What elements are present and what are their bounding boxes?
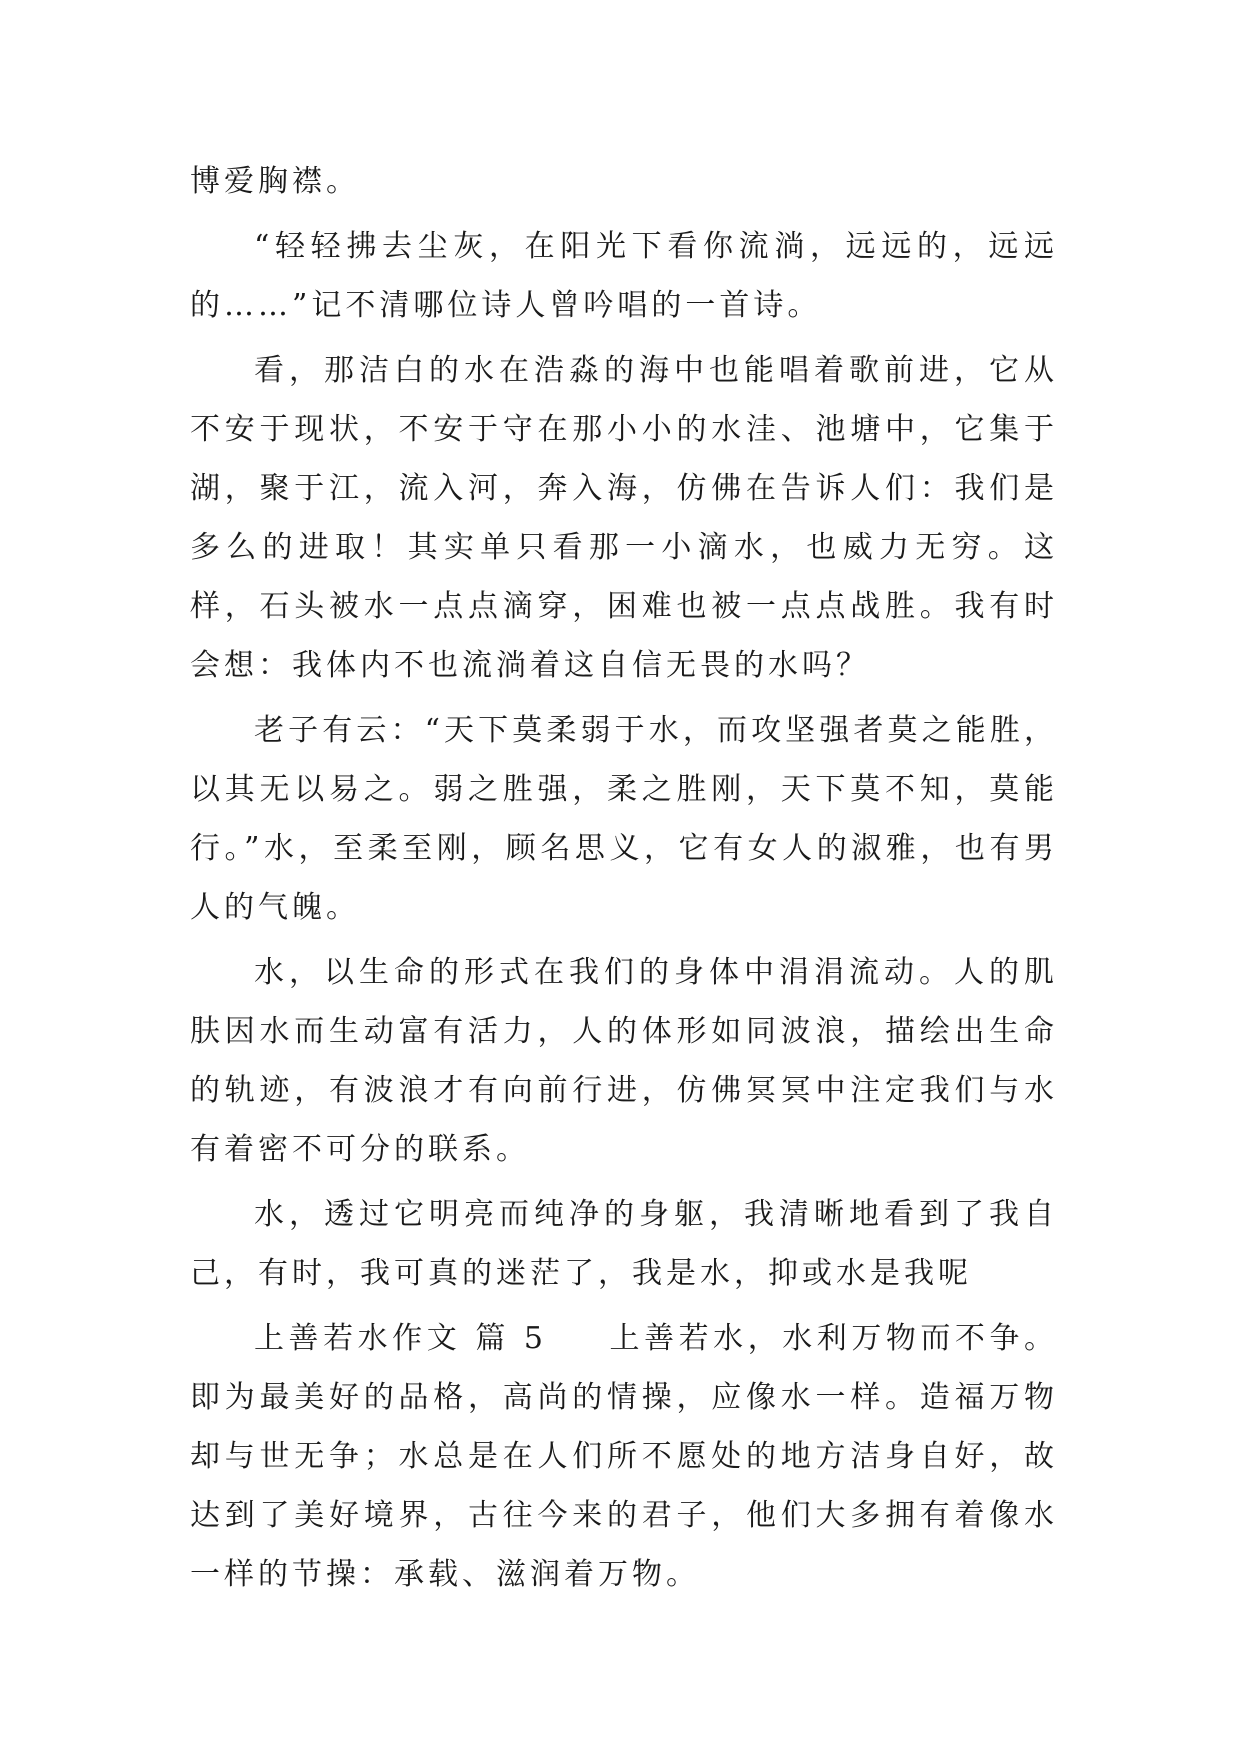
paragraph-6: 水，透过它明亮而纯净的身躯，我清晰地看到了我自己，有时，我可真的迷茫了，我是水，抑或水是我呢 [190, 1197, 1058, 1291]
section-body: 上善若水，水利万物而不争。即为最美好的品格，高尚的情操，应像水一样。造福万物却与世无争；水总是在人们所不愿处的地方洁身自好，故达到了美好境界，古往今来的君子，他们大多拥有着像水一样的节操：承载、滋润着万物。 [190, 1321, 1059, 1592]
paragraph-5: 水，以生命的形式在我们的身体中涓涓流动。人的肌肤因水而生动富有活力，人的体形如同波浪，描绘出生命的轨迹，有波浪才有向前行进，仿佛冥冥中注定我们与水有着密不可分的联系。 [190, 955, 1058, 1167]
section-title: 上善若水作文 [254, 1321, 462, 1356]
paragraph-1: 博爱胸襟。 [190, 164, 360, 199]
paragraph-4: 老子有云：“天下莫柔弱于水，而攻坚强者莫之能胜，以其无以易之。弱之胜强，柔之胜刚，天下莫不知，莫能行。”水，至柔至刚，顾名思义，它有女人的淑雅，也有男人的气魄。 [190, 713, 1058, 925]
paragraph-3: 看，那洁白的水在浩淼的海中也能唱着歌前进，它从不安于现状，不安于守在那小小的水洼、池塘中，它集于湖，聚于江，流入河，奔入海，仿佛在告诉人们：我们是多么的进取！其实单只看那一小滴水，也威力无穷。这样，石头被水一点点滴穿，困难也被一点点战胜。我有时会想：我体内不也流淌着这自信无畏的水吗？ [190, 353, 1058, 683]
section-paragraph [190, 1309, 1058, 1604]
body-text [190, 152, 1058, 1610]
paragraph-2: “轻轻拂去尘灰，在阳光下看你流淌，远远的，远远的……”记不清哪位诗人曾吟唱的一首诗。 [190, 229, 1058, 323]
section-number: 篇 5 [475, 1321, 548, 1356]
